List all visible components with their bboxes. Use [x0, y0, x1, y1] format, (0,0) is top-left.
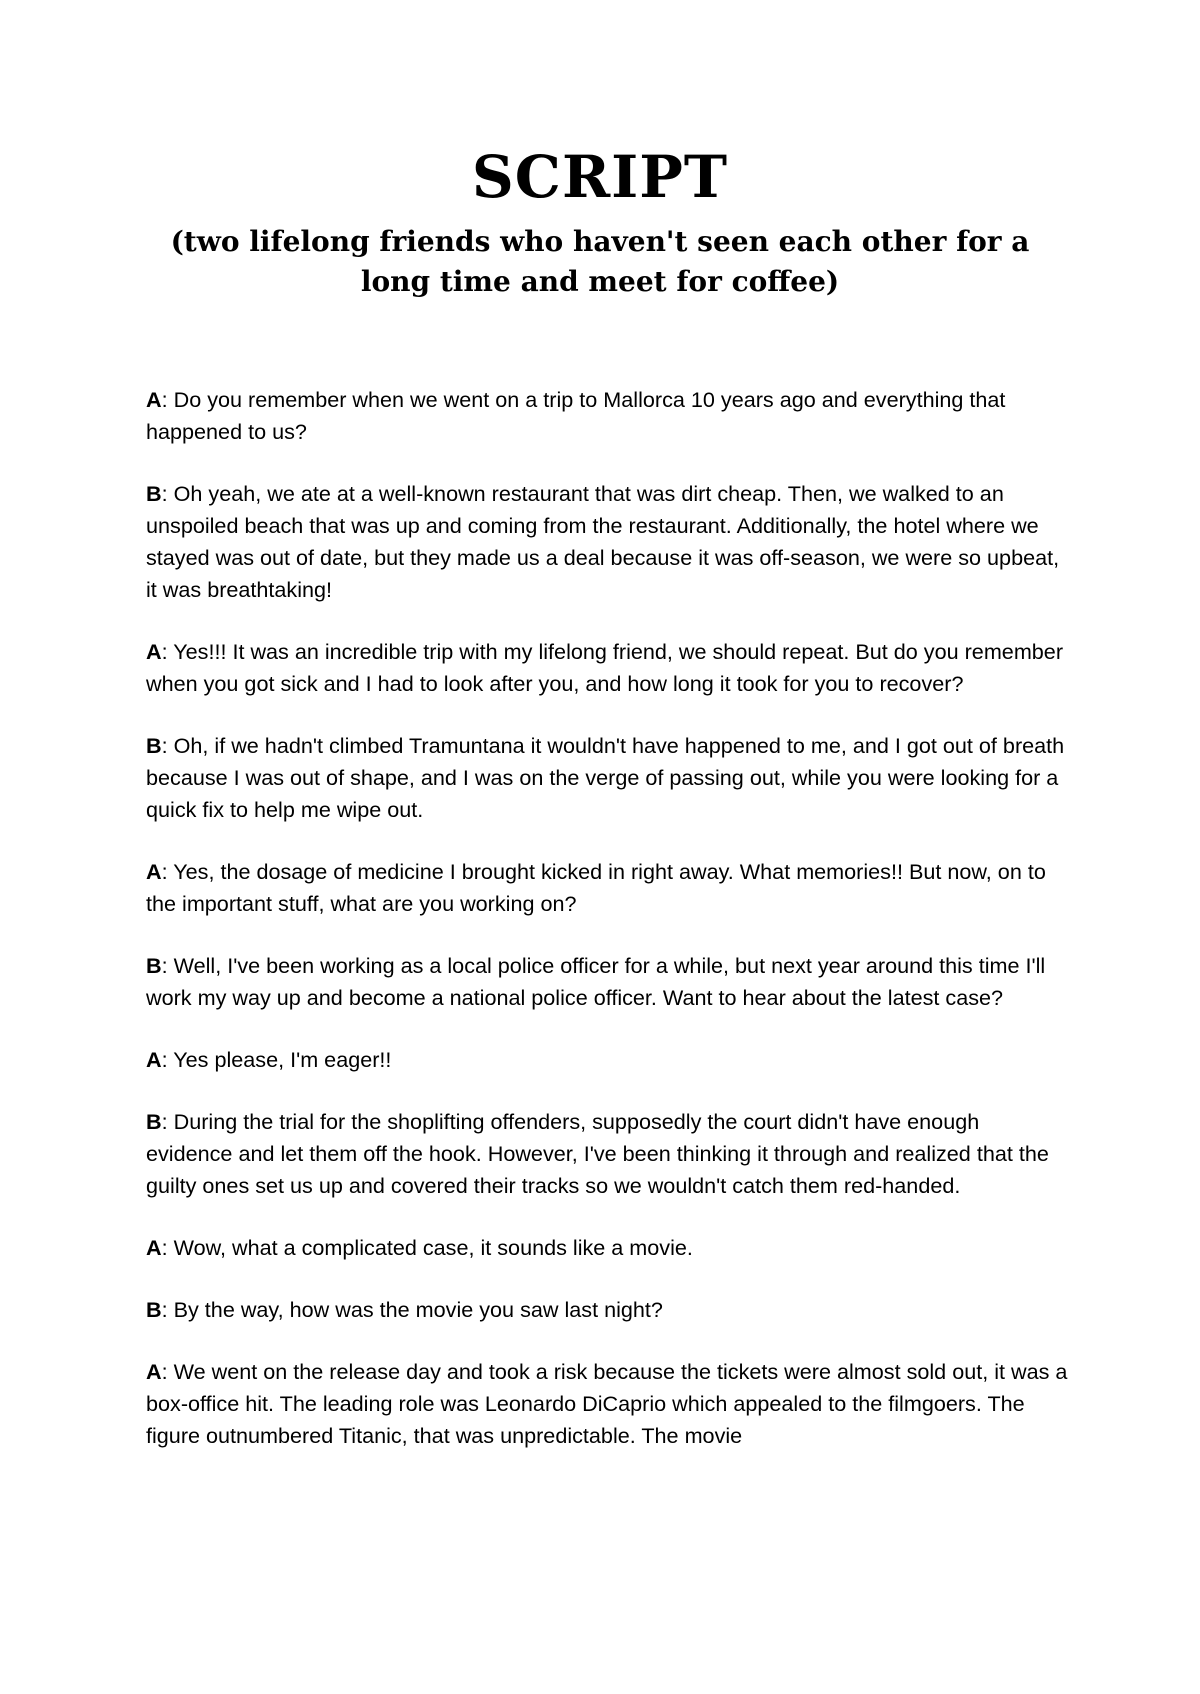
document-title: SCRIPT	[471, 143, 729, 211]
dialogue-body	[146, 384, 1068, 1482]
dialogue-text: : Yes please, I'm eager!!	[161, 1047, 392, 1072]
dialogue-text: : Yes!!! It was an incredible trip with my lifelong friend, we should repeat. But do you remember when you got sick and I had to look after you, and how long it took for you to recover?	[146, 639, 1064, 696]
dialogue-line	[146, 730, 1068, 826]
dialogue-line	[146, 384, 1068, 448]
speaker-label: B	[146, 1297, 162, 1322]
document-subtitle: (two lifelong friends who haven't seen each other for a long time and meet for coffee)	[170, 225, 1030, 298]
dialogue-line	[146, 478, 1068, 606]
speaker-label: A	[146, 1235, 162, 1260]
dialogue-text: : Do you remember when we went on a trip to Mallorca 10 years ago and everything that happened to us?	[146, 387, 1006, 444]
dialogue-line	[146, 950, 1068, 1014]
dialogue-line	[146, 1294, 1068, 1326]
dialogue-text: : By the way, how was the movie you saw last night?	[161, 1297, 663, 1322]
speaker-label: B	[146, 1109, 162, 1134]
dialogue-text: : Oh yeah, we ate at a well-known restaurant that was dirt cheap. Then, we walked to an unspoiled beach that was up and coming from the restaurant. Additionally, the hotel where we stayed was out of date, but they made us a deal because it was off-season, we were so upbeat, it was breathtaking!	[146, 481, 1060, 602]
dialogue-text: : Oh, if we hadn't climbed Tramuntana it wouldn't have happened to me, and I got out of breath because I was out of shape, and I was on the verge of passing out, while you were looking for a quick fix to help me wipe out.	[146, 733, 1065, 822]
dialogue-line	[146, 856, 1068, 920]
speaker-label: A	[146, 1359, 162, 1384]
dialogue-text: : We went on the release day and took a risk because the tickets were almost sold out, it was a box-office hit. The leading role was Leonardo DiCaprio which appealed to the filmgoers. The figure outnumbered Titanic, that was unpredictable. The movie	[146, 1359, 1068, 1448]
speaker-label: A	[146, 1047, 162, 1072]
dialogue-text: : During the trial for the shoplifting offenders, supposedly the court didn't have enough evidence and let them off the hook. However, I've been thinking it through and realized that the guilty ones set us up and covered their tracks so we wouldn't catch them red-handed.	[146, 1109, 1049, 1198]
speaker-label: A	[146, 859, 162, 884]
speaker-label: A	[146, 387, 162, 412]
dialogue-text: : Yes, the dosage of medicine I brought kicked in right away. What memories!! But now, on to the important stuff, what are you working on?	[146, 859, 1046, 916]
speaker-label: A	[146, 639, 162, 664]
dialogue-line	[146, 1356, 1068, 1452]
dialogue-text: : Wow, what a complicated case, it sounds like a movie.	[161, 1235, 693, 1260]
speaker-label: B	[146, 953, 162, 978]
dialogue-line	[146, 1232, 1068, 1264]
dialogue-text: : Well, I've been working as a local police officer for a while, but next year around this time I'll work my way up and become a national police officer. Want to hear about the latest case?	[146, 953, 1046, 1010]
dialogue-line	[146, 1044, 1068, 1076]
dialogue-line	[146, 636, 1068, 700]
speaker-label: B	[146, 733, 162, 758]
speaker-label: B	[146, 481, 162, 506]
dialogue-line	[146, 1106, 1068, 1202]
